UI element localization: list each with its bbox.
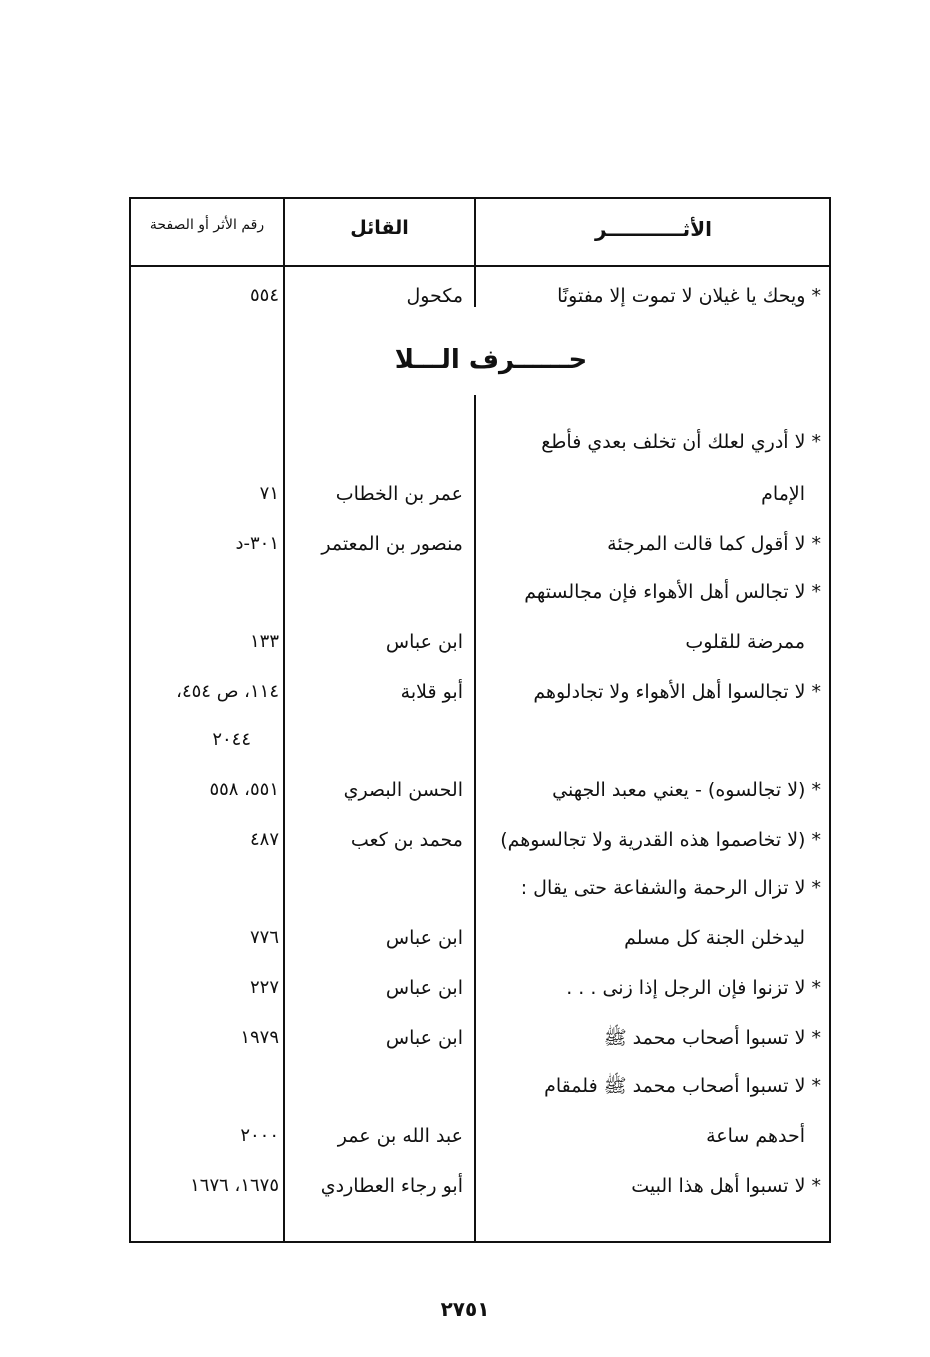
index-table	[129, 197, 831, 1243]
header-raqm: رقم الأثر أو الصفحة	[149, 217, 265, 233]
table-row-athar: * ويحك يا غيلان لا تموت إلا مفتونًا	[557, 285, 821, 307]
header-athar: الأثـــــــــــر	[595, 217, 712, 241]
table-row-qaail: ابن عباس	[385, 927, 463, 949]
table-row-qaail: ابن عباس	[385, 977, 463, 999]
table-row-raqm: ١٦٧٥، ١٦٧٦	[190, 1175, 279, 1196]
header-qaail: القائل	[350, 217, 409, 239]
table-row-athar: * لا تزال الرحمة والشفاعة حتى يقال :	[520, 877, 821, 899]
table-row-athar: أحدهم ساعة	[706, 1125, 805, 1147]
table-row-qaail: ابن عباس	[385, 1027, 463, 1049]
table-row-raqm: ٥٥٤	[249, 285, 279, 306]
section-title: حــــــرف الـــلا	[394, 345, 588, 375]
column-divider-right-bottom	[474, 395, 476, 1241]
table-row-athar: * (لا تخاصموا هذه القدرية ولا تجالسوهم)	[500, 829, 821, 851]
table-row-qaail: عمر بن الخطاب	[335, 483, 463, 505]
table-row-athar: * لا تجالسوا أهل الأهواء ولا تجادلوهم	[533, 681, 821, 703]
table-row-raqm: ٤٨٧	[249, 829, 279, 850]
table-row-raqm: ٧٧٦	[249, 927, 279, 948]
table-row-raqm: ٢٠٠٠	[240, 1125, 279, 1146]
table-row-raqm: ٥٥١، ٥٥٨	[209, 779, 279, 800]
table-row-raqm: ١٩٧٩	[240, 1027, 279, 1048]
table-row-raqm: ١١٤، ص ٤٥٤،	[176, 681, 279, 702]
table-row-athar: * لا أقول كما قالت المرجئة	[607, 533, 821, 555]
table-row-qaail: أبو قلابة	[400, 681, 463, 703]
table-row-qaail: منصور بن المعتمر	[321, 533, 463, 555]
table-row-athar: * لا تجالس أهل الأهواء فإن مجالستهم	[524, 581, 821, 603]
table-row-qaail: أبو رجاء العطاردي	[320, 1175, 463, 1197]
table-row-qaail: محمد بن كعب	[350, 829, 463, 851]
table-row-raqm: ١٣٣	[249, 631, 279, 652]
table-row-athar: * لا تسبوا أهل هذا البيت	[631, 1175, 821, 1197]
table-row-athar: ممرضة للقلوب	[685, 631, 805, 653]
table-row-athar: * لا تسبوا أصحاب محمد ﷺ فلمقام	[544, 1075, 821, 1097]
table-row-raqm: ٢٢٧	[249, 977, 279, 998]
page-number: ٢٧٥١	[440, 1297, 490, 1321]
table-row-athar: * لا أدري لعلك أن تخلف بعدي فأطع	[541, 431, 821, 453]
table-row-qaail: مكحول	[406, 285, 463, 307]
table-row-qaail: ابن عباس	[385, 631, 463, 653]
column-divider-left	[283, 199, 285, 1241]
table-row-qaail: الحسن البصري	[343, 779, 463, 801]
column-divider-right-top	[474, 199, 476, 307]
table-row-athar: * (لا تجالسوه) - يعني معبد الجهني	[552, 779, 821, 801]
table-row-athar: * لا تسبوا أصحاب محمد ﷺ	[603, 1027, 821, 1049]
table-row-raqm: ٢٠٤٤	[212, 729, 251, 750]
table-row-qaail: عبد الله بن عمر	[337, 1125, 463, 1147]
table-row-athar: الإمام	[761, 483, 805, 505]
table-row-raqm: ٣٠١-د	[235, 533, 279, 554]
table-row-athar: ليدخلن الجنة كل مسلم	[624, 927, 805, 949]
table-row-athar: * لا تزنوا فإن الرجل إذا زنى . . .	[566, 977, 821, 999]
header-divider	[131, 265, 829, 267]
table-row-raqm: ٧١	[259, 483, 279, 504]
